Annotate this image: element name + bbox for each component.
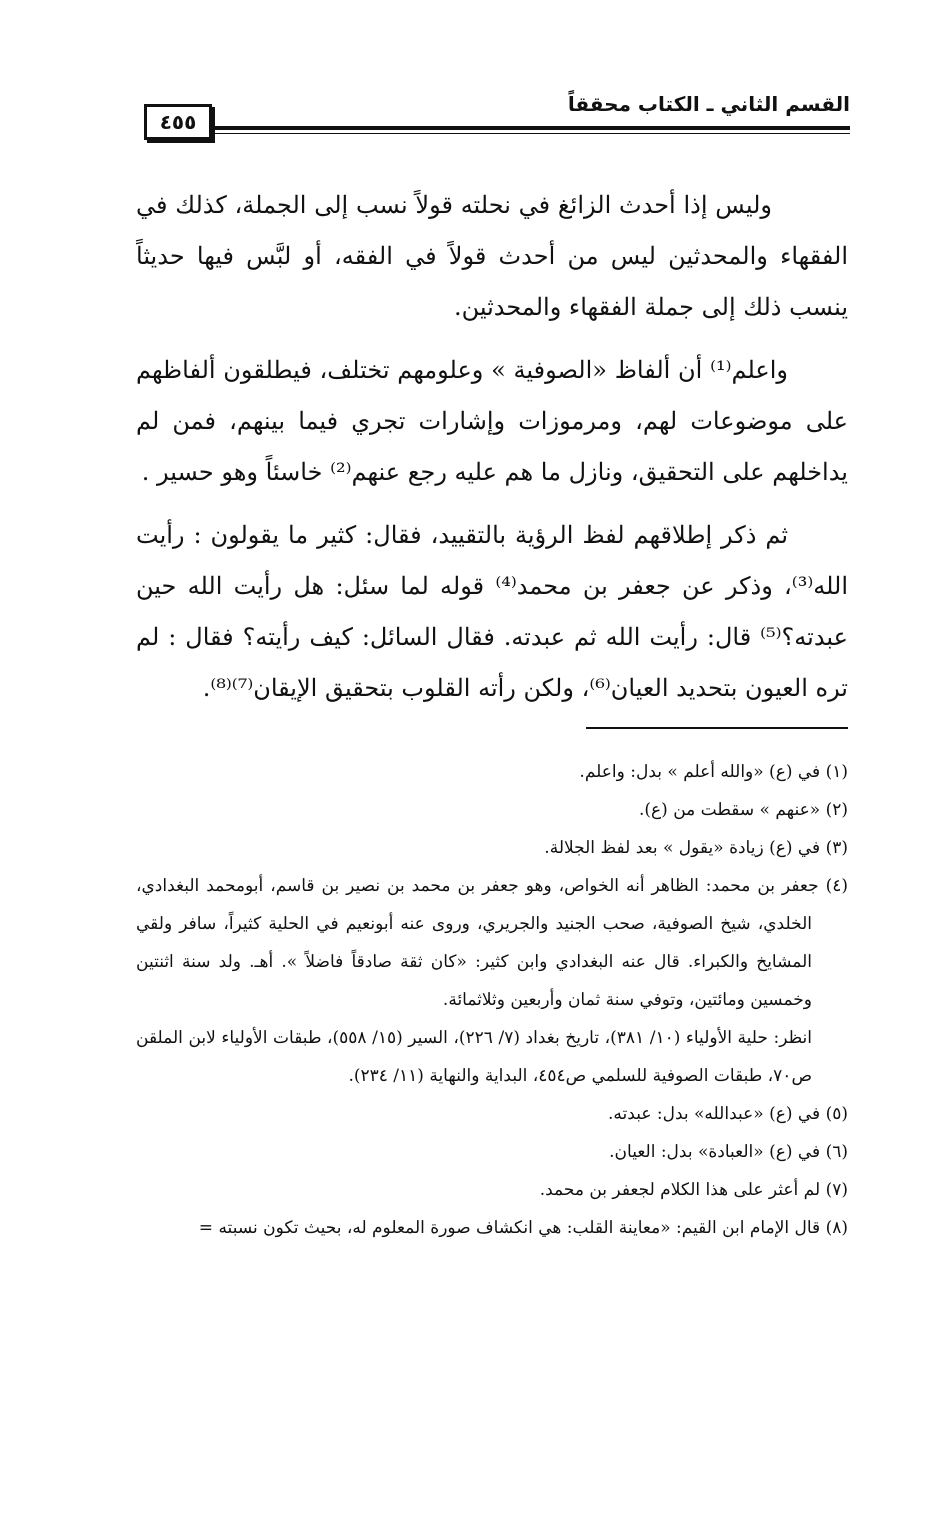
header-rule [210, 126, 850, 130]
footnote: (٢) «عنهم » سقطت من (ع). [639, 800, 848, 820]
footnote: (٦) في (ع) «العبادة» بدل: العيان. [609, 1142, 848, 1162]
footnote-continuation: انظر: حلية الأولياء (١٠/ ٣٨١)، تاريخ بغداد (٧/ ٢٢٦)، السير (١٥/ ٥٥٨)، طبقات الأولياء لابن الملقن ص٧٠، طبقات الصوفية للسلمي ص٤٥٤، البداية والنهاية (١١/ ٢٣٤). [136, 1028, 812, 1086]
footnote: (٤) جعفر بن محمد: الظاهر أنه الخواص، وهو جعفر بن محمد بن نصير بن قاسم، أبومحمد البغدادي، الخلدي، شيخ الصوفية، صحب الجنيد والجريري، وروى عنه أبونعيم في الحلية كثيراً، سافر ولقي المشايخ والكبراء. قال عنه البغدادي وابن كثير: «كان ثقة صادقاً فاضلاً ». أهـ. ولد سنة اثنتين وخمسين ومائتين، وتوفي سنة ثمان وأربعين وثلاثمائة. [136, 876, 848, 1010]
paragraph: ثم ذكر إطلاقهم لفظ الرؤية بالتقييد، فقال: كثير ما يقولون : رأيت الله⁽³⁾، وذكر عن جعفر بن محمد⁽⁴⁾ قوله لما سئل: هل رأيت الله حين عبدته؟⁽⁵⁾ قال: رأيت الله ثم عبدته. فقال السائل: كيف رأيته؟ فقال : لم تره العيون بتحديد العيان⁽⁶⁾، ولكن رأته القلوب بتحقيق الإيقان⁽⁷⁾⁽⁸⁾. [136, 521, 849, 702]
paragraph: وليس إذا أحدث الزائغ في نحلته قولاً نسب إلى الجملة، كذلك في الفقهاء والمحدثين ليس من أحدث قولاً في الفقه، أو لبَّس فيها حديثاً ينسب ذلك إلى جملة الفقهاء والمحدثين. [136, 191, 848, 321]
footnotes [136, 753, 848, 1247]
header-rule-thin [210, 133, 850, 134]
paragraph: واعلم⁽¹⁾ أن ألفاظ «الصوفية » وعلومهم تختلف، فيطلقون ألفاظهم على موضوعات لهم، ومرموزات وإشارات تجري فيما بينهم، فمن لم يداخلهم على التحقيق، ونازل ما هم عليه رجع عنهم⁽²⁾ خاسئاً وهو حسير . [136, 356, 848, 486]
footnote: (٣) في (ع) زيادة «يقول » بعد لفظ الجلالة. [544, 838, 848, 858]
footnote-separator [586, 727, 848, 729]
footnote: (٨) قال الإمام ابن القيم: «معاينة القلب: هي انكشاف صورة المعلوم له، بحيث تكون نسبته = [198, 1218, 848, 1238]
footnote: (١) في (ع) «والله أعلم » بدل: واعلم. [579, 762, 848, 782]
running-title: القسم الثاني ـ الكتاب محققاً [567, 92, 850, 116]
main-text [136, 180, 848, 726]
footnote: (٥) في (ع) «عبدالله» بدل: عبدته. [608, 1104, 848, 1124]
page-header [138, 86, 850, 140]
page-number: ٤٥٥ [144, 104, 212, 140]
footnote: (٧) لم أعثر على هذا الكلام لجعفر بن محمد. [539, 1180, 848, 1200]
